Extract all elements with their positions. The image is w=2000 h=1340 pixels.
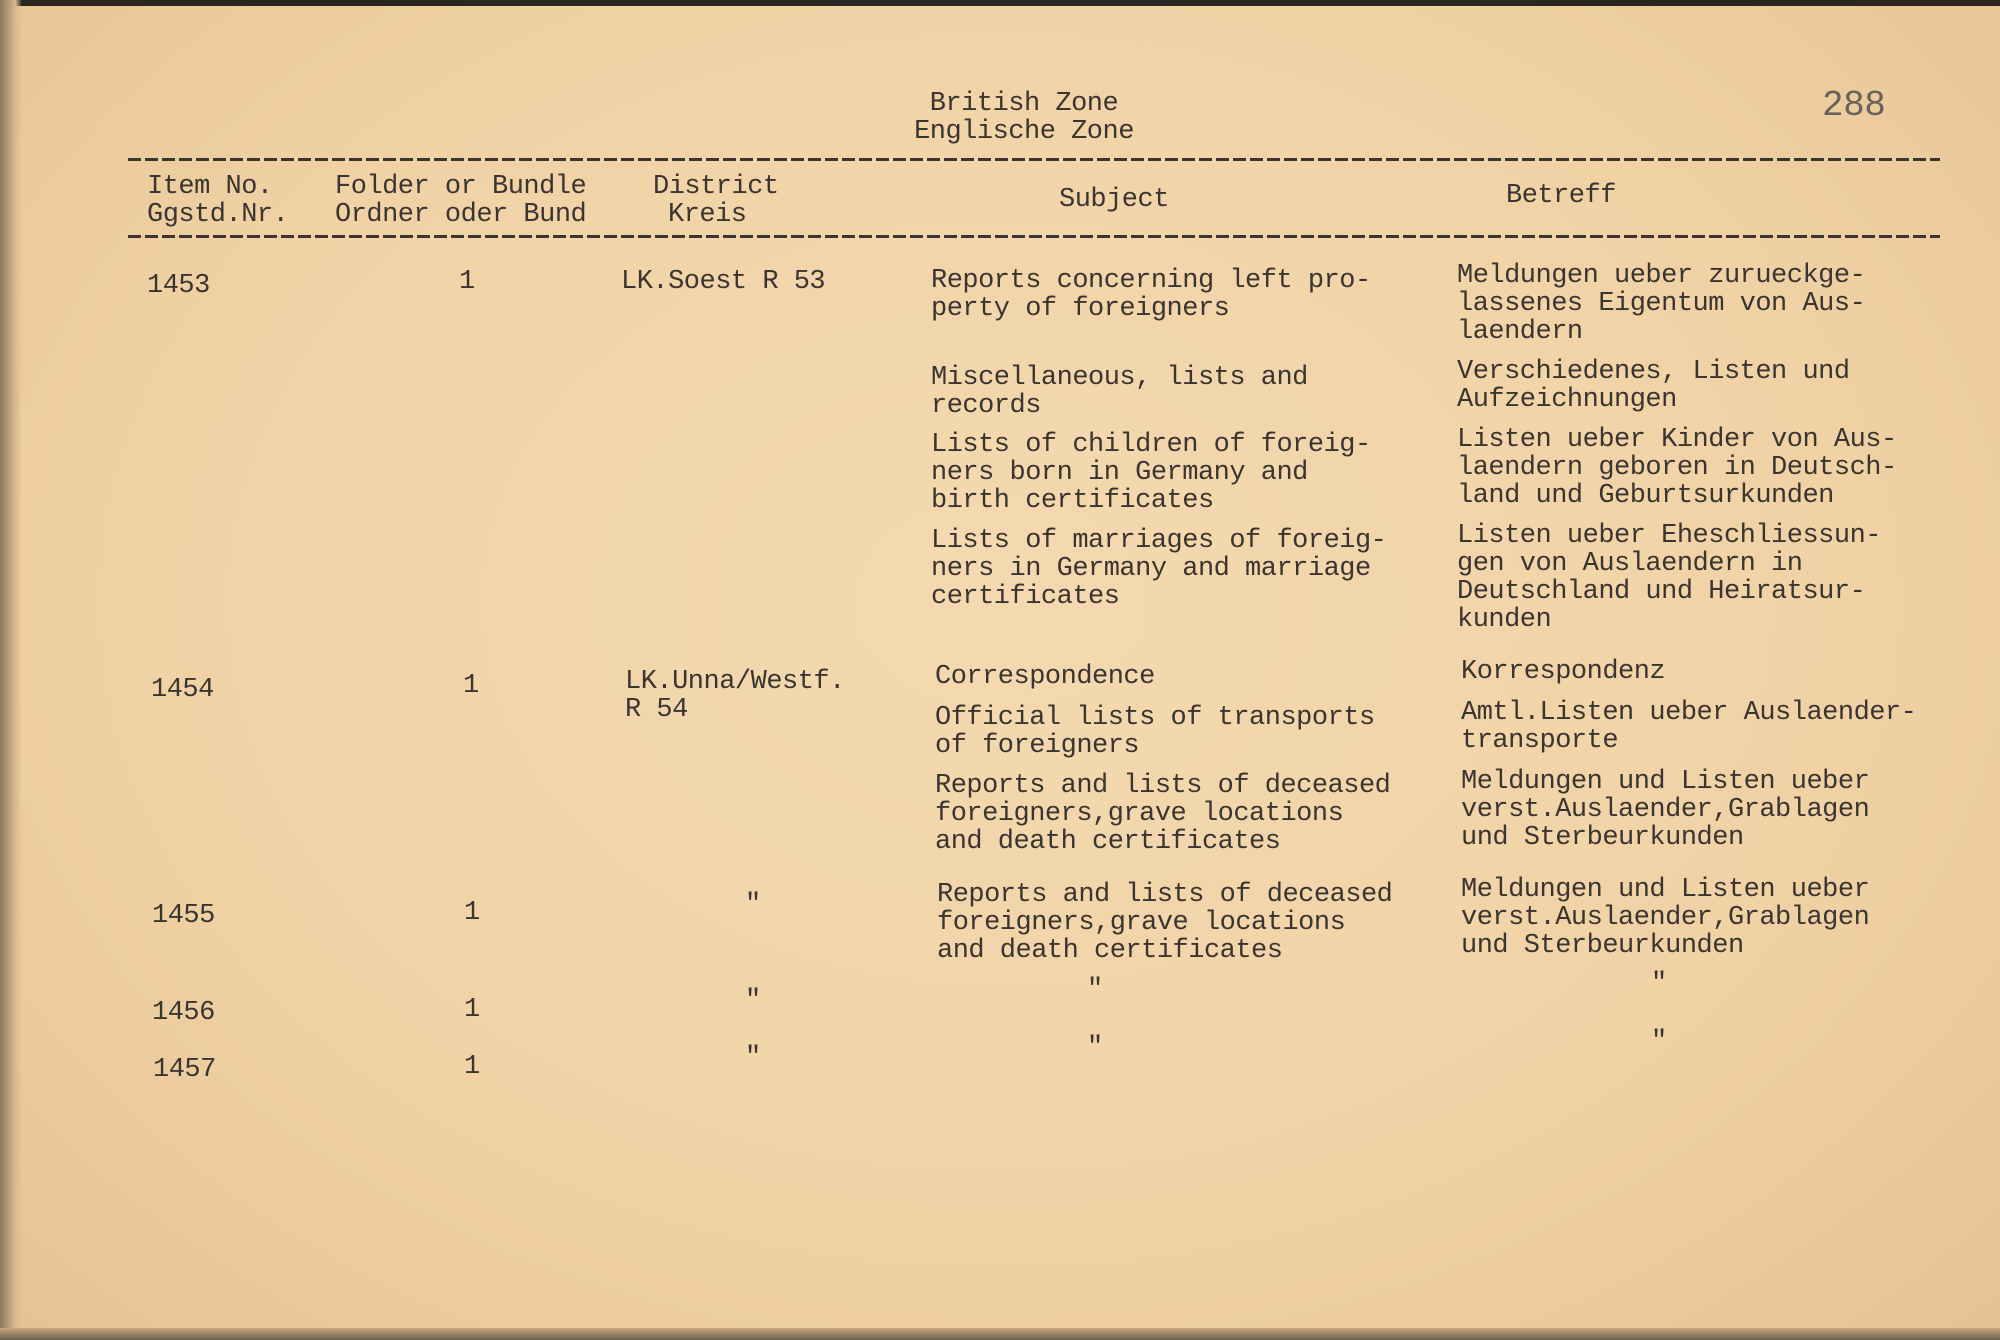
folder-count: 1 — [464, 898, 480, 928]
subject: Correspondence — [935, 662, 1155, 692]
betreff-ditto: " — [1651, 969, 1667, 999]
district: LK.Soest R 53 — [621, 267, 826, 297]
folder-count: 1 — [463, 671, 479, 701]
header-rule-bottom — [128, 235, 1940, 238]
item-number: 1456 — [152, 998, 215, 1028]
district-ditto: " — [745, 986, 761, 1016]
col-folder-en: Folder or Bundle — [335, 172, 587, 202]
page-number: 288 — [1822, 85, 1886, 126]
folder-count: 1 — [464, 1052, 480, 1082]
district-ditto: " — [745, 890, 761, 920]
betreff: Amtl.Listen ueber Auslaender- transporte — [1461, 698, 1917, 756]
item-number: 1454 — [151, 675, 214, 705]
betreff: Korrespondenz — [1461, 657, 1666, 687]
folder-count: 1 — [459, 267, 475, 297]
subject-ditto: " — [1087, 1033, 1103, 1063]
col-betreff: Betreff — [1506, 181, 1616, 211]
col-item-de: Ggstd.Nr. — [147, 200, 289, 230]
col-item-en: Item No. — [147, 172, 273, 202]
subject: Miscellaneous, lists and records — [931, 363, 1308, 421]
district-ditto: " — [745, 1043, 761, 1073]
zone-title-de: Englische Zone — [914, 117, 1134, 147]
subject: Lists of marriages of foreig- ners in Germany and marriage certificates — [931, 526, 1387, 612]
folder-count: 1 — [464, 995, 480, 1025]
col-district-en: District — [653, 172, 779, 202]
zone-title-en: British Zone — [929, 89, 1119, 119]
page-binding-edge — [0, 0, 22, 1340]
col-subject: Subject — [1059, 185, 1169, 215]
betreff: Meldungen und Listen ueber verst.Auslaender,Grablagen und Sterbeurkunden — [1461, 875, 1870, 961]
col-district-de: Kreis — [668, 200, 747, 230]
header-rule-top — [128, 158, 1940, 161]
item-number: 1457 — [153, 1055, 216, 1085]
subject: Lists of children of foreig- ners born in Germany and birth certificates — [931, 430, 1371, 516]
betreff: Meldungen ueber zurueckge- lassenes Eigentum von Aus- laendern — [1457, 261, 1866, 347]
item-number: 1455 — [152, 901, 215, 931]
subject: Reports concerning left pro- perty of foreigners — [931, 266, 1371, 324]
district: LK.Unna/Westf. R 54 — [625, 667, 845, 725]
col-folder-de: Ordner oder Bund — [335, 200, 587, 230]
page-bottom-edge — [0, 1328, 2000, 1340]
betreff: Meldungen und Listen ueber verst.Auslaender,Grablagen und Sterbeurkunden — [1461, 767, 1870, 853]
betreff: Listen ueber Kinder von Aus- laendern geboren in Deutsch- land und Geburtsurkunden — [1457, 425, 1897, 511]
subject: Reports and lists of deceased foreigners,grave locations and death certificates — [937, 880, 1393, 966]
betreff: Listen ueber Eheschliessun- gen von Auslaendern in Deutschland und Heiratsur- kunden — [1457, 521, 1881, 635]
subject-ditto: " — [1087, 975, 1103, 1005]
page-top-edge — [0, 0, 2000, 6]
betreff: Verschiedenes, Listen und Aufzeichnungen — [1457, 357, 1850, 415]
item-number: 1453 — [147, 271, 210, 301]
subject: Reports and lists of deceased foreigners,grave locations and death certificates — [935, 771, 1391, 857]
betreff-ditto: " — [1651, 1027, 1667, 1057]
subject: Official lists of transports of foreigners — [935, 703, 1375, 761]
